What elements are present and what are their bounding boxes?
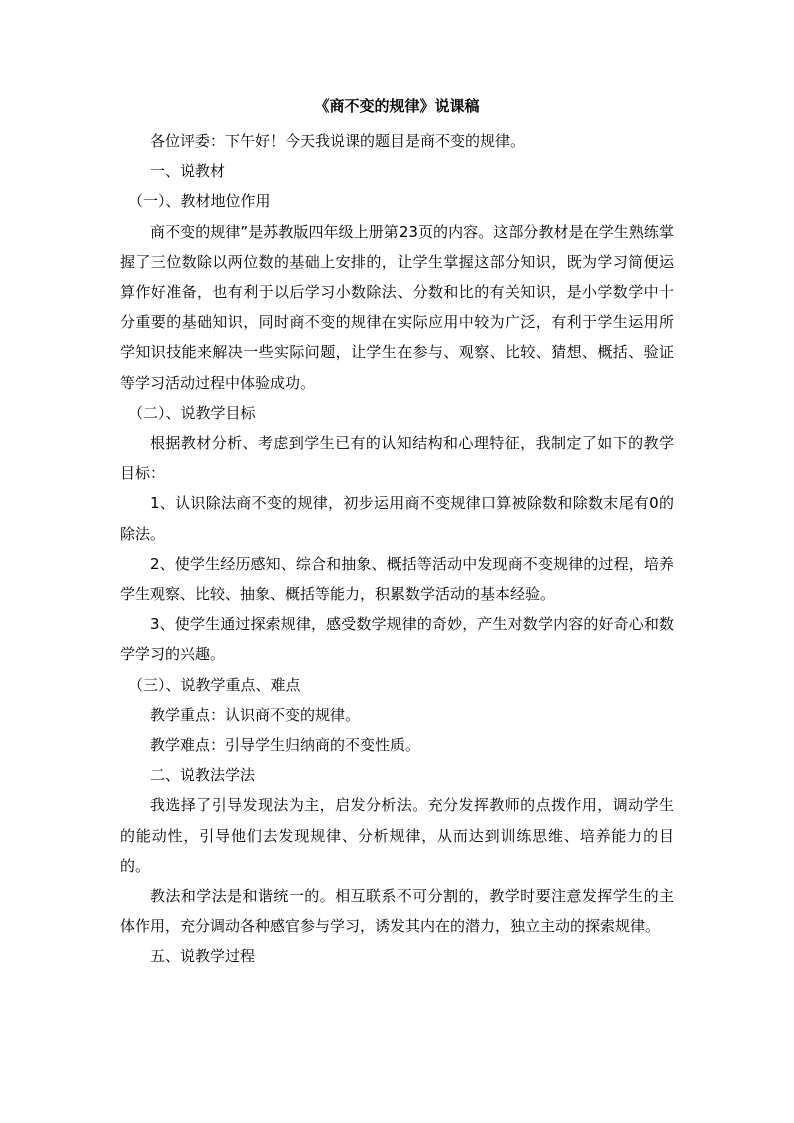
subsection-heading-teaching-goals: （二）、说教学目标 (128, 403, 256, 422)
paragraph-goals-intro: 根据教材分析、考虑到学生已有的认知结构和心理特征，我制定了如下的教学目标： (120, 434, 674, 483)
subsection-heading-key-points: （三）、说教学重点、难点 (128, 675, 301, 694)
paragraph-key-point: 教学重点：认识商不变的规律。 (150, 705, 361, 724)
paragraph-material-role: 商不变的规律”是苏教版四年级上册第23页的内容。这部分教材是在学生熟练掌握了三位数除以两位数的基础上安排的，让学生掌握这部分知识，既为学习简便运算作好准备，也有利于以后学习小数除法、分数和比的有关知识，是小学数学中十分重要的基础知识，同时商不变的规律在实际应用中较为广泛，有利于学生运用所学知识技能来解决一些实际问题，让学生在参与、观察、比较、猜想、概括、验证等学习活动过程中体验成功。 (120, 222, 674, 392)
paragraph-method-harmony: 教法和学法是和谐统一的。相互联系不可分割的，教学时要注意发挥学生的主体作用，充分调动各种感官参与学习，诱发其内在的潜力，独立主动的探索规律。 (120, 887, 674, 936)
paragraph-greeting: 各位评委：下午好！今天我说课的题目是商不变的规律。 (150, 132, 526, 150)
paragraph-goal-1: 1、认识除法商不变的规律，初步运用商不变规律口算被除数和除数末尾有0的除法。 (120, 494, 674, 543)
paragraph-goal-3: 3、使学生通过探索规律，感受数学规律的奇妙，产生对数学内容的好奇心和数学学习的兴趣。 (120, 615, 674, 664)
paragraph-method-choice: 我选择了引导发现法为主，启发分析法。充分发挥教师的点拨作用，调动学生的能动性，引导他们去发现规律、分析规律，从而达到训练思维、培养能力的目的。 (120, 796, 674, 875)
section-heading-teaching-material: 一、说教材 (150, 162, 226, 181)
section-heading-teaching-methods: 二、说教法学法 (150, 766, 256, 785)
paragraph-goal-2: 2、使学生经历感知、综合和抽象、概括等活动中发现商不变规律的过程，培养学生观察、比较、抽象、概括等能力，积累数学活动的基本经验。 (120, 554, 674, 604)
subsection-heading-material-role: （一）、教材地位作用 (128, 192, 271, 211)
paragraph-difficult-point: 教学难点：引导学生归纳商的不变性质。 (150, 736, 421, 755)
document-title: 《商不变的规律》说课稿 (314, 97, 480, 115)
section-heading-teaching-process: 五、说教学过程 (150, 947, 256, 966)
document-body (120, 126, 674, 972)
